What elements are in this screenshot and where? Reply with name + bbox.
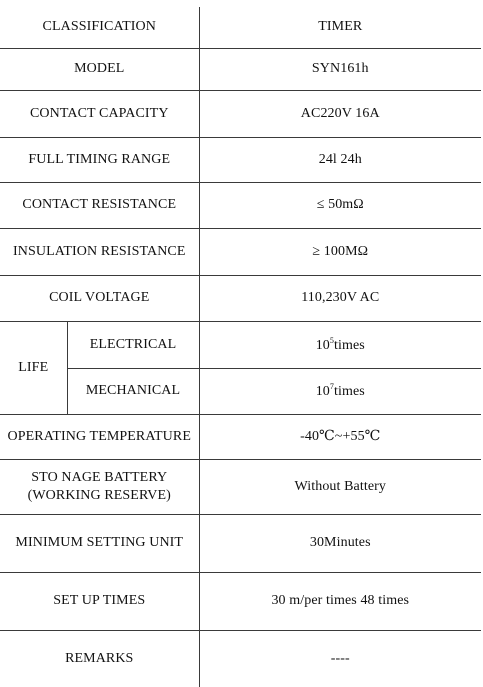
spec-table	[0, 7, 481, 687]
storage-battery-label-line1: STO NAGE BATTERY	[31, 470, 168, 485]
set-up-times-label: SET UP TIMES	[0, 572, 199, 630]
life-mechanical-value	[199, 368, 481, 414]
model-label: MODEL	[0, 48, 199, 90]
mechanical-exponent: 7	[329, 382, 334, 391]
row-minimum-setting-unit	[0, 514, 481, 572]
row-operating-temperature	[0, 414, 481, 459]
minimum-setting-unit-value: 30Minutes	[199, 514, 481, 572]
model-value: SYN161h	[199, 48, 481, 90]
remarks-label: REMARKS	[0, 630, 199, 687]
row-set-up-times	[0, 572, 481, 630]
row-contact-resistance	[0, 182, 481, 228]
insulation-resistance-label: INSULATION RESISTANCE	[0, 228, 199, 275]
contact-capacity-value: AC220V 16A	[199, 90, 481, 137]
life-mechanical-label: MECHANICAL	[67, 368, 199, 414]
coil-voltage-value: 110,230V AC	[199, 275, 481, 321]
classification-label: CLASSIFICATION	[0, 7, 199, 48]
set-up-times-value: 30 m/per times 48 times	[199, 572, 481, 630]
row-contact-capacity	[0, 90, 481, 137]
life-electrical-value	[199, 321, 481, 368]
insulation-resistance-value: ≥ 100MΩ	[199, 228, 481, 275]
row-life-mechanical	[0, 368, 481, 414]
row-remarks	[0, 630, 481, 687]
row-storage-battery	[0, 459, 481, 514]
minimum-setting-unit-label: MINIMUM SETTING UNIT	[0, 514, 199, 572]
life-label: LIFE	[0, 321, 67, 414]
operating-temperature-value: -40℃~+55℃	[199, 414, 481, 459]
row-life-electrical	[0, 321, 481, 368]
contact-capacity-label: CONTACT CAPACITY	[0, 90, 199, 137]
full-timing-range-label: FULL TIMING RANGE	[0, 137, 199, 182]
storage-battery-label-line2: (WORKING RESERVE)	[27, 487, 171, 503]
electrical-unit: times	[334, 337, 365, 353]
row-classification	[0, 7, 481, 48]
storage-battery-label	[0, 459, 199, 514]
mechanical-base: 10	[315, 384, 330, 399]
coil-voltage-label: COIL VOLTAGE	[0, 275, 199, 321]
contact-resistance-value: ≤ 50mΩ	[199, 182, 481, 228]
electrical-base: 10	[315, 337, 330, 353]
row-full-timing-range	[0, 137, 481, 182]
contact-resistance-label: CONTACT RESISTANCE	[0, 182, 199, 228]
row-coil-voltage	[0, 275, 481, 321]
mechanical-unit: times	[334, 384, 365, 399]
row-insulation-resistance	[0, 228, 481, 275]
storage-battery-value: Without Battery	[199, 459, 481, 514]
classification-value: TIMER	[199, 7, 481, 48]
operating-temperature-label: OPERATING TEMPERATURE	[0, 414, 199, 459]
electrical-exponent: 5	[329, 335, 334, 345]
remarks-value: ----	[199, 630, 481, 687]
full-timing-range-value: 24l 24h	[199, 137, 481, 182]
life-electrical-label: ELECTRICAL	[67, 321, 199, 368]
row-model	[0, 48, 481, 90]
